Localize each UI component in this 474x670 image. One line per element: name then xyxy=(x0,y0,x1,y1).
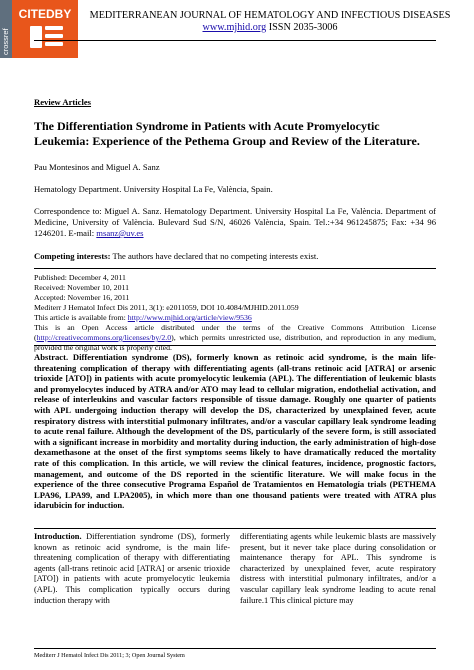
crossref-label: crossref xyxy=(1,28,10,55)
license xyxy=(34,323,436,353)
correspondence xyxy=(34,206,436,239)
dates-bottom-divider xyxy=(34,345,436,346)
journal-name: MEDITERRANEAN JOURNAL OF HEMATOLOGY AND INFECTIOUS DISEASES xyxy=(89,10,451,21)
section-label: Review Articles xyxy=(34,97,92,107)
abstract-label: Abstract. xyxy=(34,352,69,362)
abstract-divider xyxy=(34,528,436,529)
publication-info xyxy=(34,273,436,353)
journal-header xyxy=(84,10,456,34)
received-date: Received: November 10, 2011 xyxy=(34,283,129,292)
competing-interests xyxy=(34,251,436,261)
journal-url-line xyxy=(84,22,456,34)
intro-column-right: differentiating agents while leukemic blasts are massively present, but it never take place during consolidation or maintenance therapy for APL. This syndrome is characterized by unexplained fever, acute respiratory distress with interstitial pulmonary infiltrates, and/or a vascular capillary leak syndrome leading to acute renal failure.1 This clinical picture may xyxy=(240,532,436,605)
published-date: Published: December 4, 2011 xyxy=(34,273,126,282)
dates-top-divider xyxy=(34,268,436,269)
intro-label: Introduction. xyxy=(34,532,82,541)
available-line xyxy=(34,313,436,323)
competing-label: Competing interests: xyxy=(34,251,111,261)
available-prefix: This article is available from: xyxy=(34,313,128,322)
journal-url[interactable]: www.mjhid.org xyxy=(202,22,267,33)
intro-text-left: Differentiation syndrome (DS), formerly known as retinoic acid syndrome, is the main life-threatening complication of therapy with differentiating agents (all-trans retinoic acid [ATRA] or arsenic trioxide [ATO]) in patients with acute promyelocytic leukemia (APL). This complication typically occurs during induction therapy with xyxy=(34,532,230,605)
abstract-text: Differentiation syndrome (DS), formerly known as retinoic acid syndrome, is the main life-threatening complication of therapy with differentiating agents (all-trans retinoic acid [ATRA] or arsenic trioxide [ATO]) in patients with acute promyelocytic leukemia (APL). The differentiation of leukemic blasts and promyelocytes induced by ATRA and/or ATO may lead to cellular migration, endothelial activation, and release of interleukins and vascular factors responsible of tissue damage. Roughly one quarter of patients with APL undergoing induction therapy will develop the DS, characterized by unexplained fever, acute respiratory distress with interstitial pulmonary infiltrates, and/or a vascular capillary leak syndrome leading to acute renal failure. Although the development of the DS, particularly of the severe form, is still associated with a significant increase in morbidity and mortality during induction, the early administration of high-dose dexamethasone at the onset of the first symptoms seems likely to have dramatically reduced the mortality rate of this complication. In this article, we will review the clinical features, incidence, prognostic factors, management, and outcome of the DS reported in the scientific literature. We will make focus in the experience of the three consecutive Programa Español de Tratamientos en Hematología trials (PETHEMA LPA96, LPA99, and LPA2005), in which more than one thousand patients were treated with ATRA plus idarubicin for induction. xyxy=(34,352,436,511)
citedby-label: CITEDBY xyxy=(18,7,72,21)
accepted-date: Accepted: November 16, 2011 xyxy=(34,293,130,302)
page-footer: Mediterr J Hematol Infect Dis 2011; 3; Open Journal System xyxy=(34,652,185,659)
citedby-icon xyxy=(30,26,63,48)
license-text-a: This is an Open Access article distributed under the terms of the Creative Commons Attribution License ( xyxy=(34,323,436,342)
correspondence-text: Correspondence to: Miguel A. Sanz. Hematology Department. University Hospital La Fe, València. Department of Medicine, University of València. Bulevard Sud S/N, 46026 València, Spain. Tel.:+34 961245875; Fax: +34 96 1246201. E-mail: xyxy=(34,206,436,238)
citation: Mediterr J Hematol Infect Dis 2011, 3(1): e2011059, DOI 10.4084/MJHID.2011.059 xyxy=(34,303,299,312)
competing-text: The authors have declared that no competing interests exist. xyxy=(110,251,319,261)
article-link[interactable]: http://www.mjhid.org/article/view/9536 xyxy=(127,313,252,322)
article-title: The Differentiation Syndrome in Patients with Acute Promyelocytic Leukemia: Experience of the Pethema Group and Review of the Literature. xyxy=(34,119,420,148)
authors: Pau Montesinos and Miguel A. Sanz xyxy=(34,162,160,172)
correspondence-email[interactable]: msanz@uv.es xyxy=(96,228,144,238)
intro-column-left xyxy=(34,532,230,606)
journal-issn: ISSN 2035-3006 xyxy=(266,22,338,33)
citedby-badge[interactable] xyxy=(0,0,78,58)
license-link[interactable]: http://creativecommons.org/licenses/by/2.0 xyxy=(36,333,172,342)
header-divider xyxy=(34,40,436,41)
footer-divider xyxy=(34,648,436,649)
affiliation: Hematology Department. University Hospital La Fe, València, Spain. xyxy=(34,184,273,194)
license-text-b: ), which permits unrestricted use, distribution, and reproduction in any medium, provided the original work is properly cited. xyxy=(34,333,436,352)
abstract xyxy=(34,352,436,511)
